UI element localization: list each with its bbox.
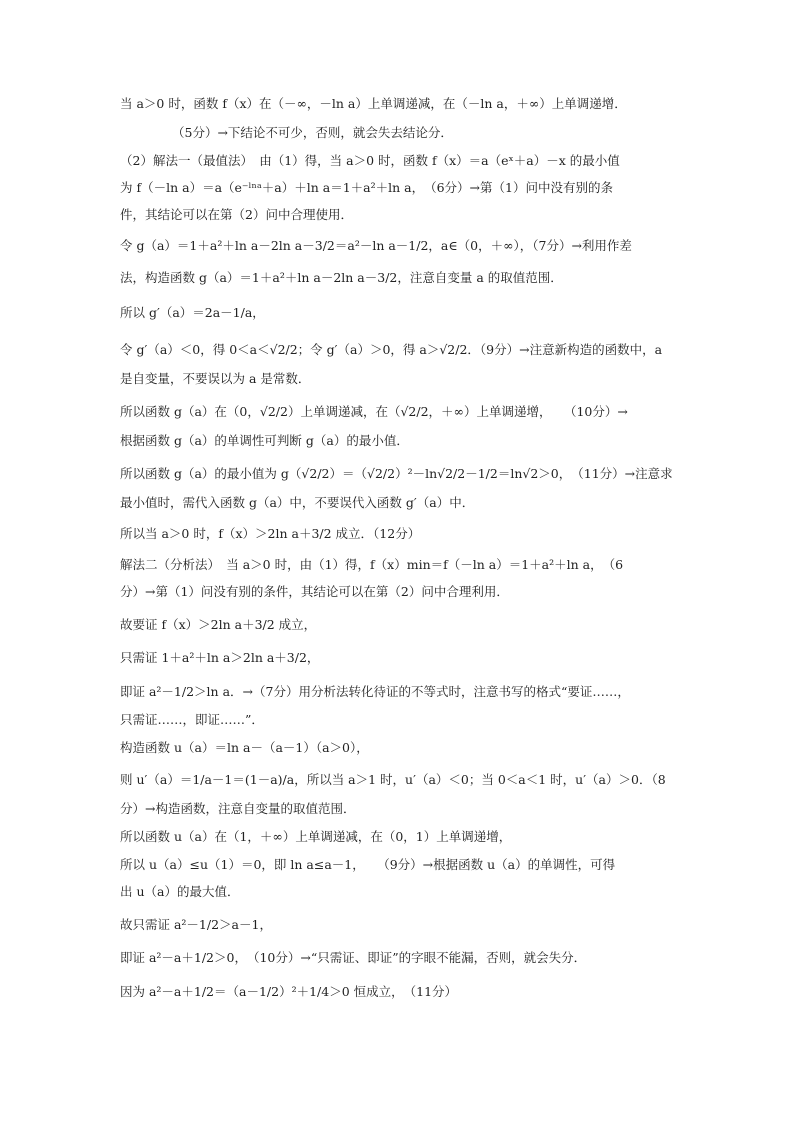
text-line-4: 为 f（－ln a）＝a（e⁻ˡⁿᵃ＋a）＋ln a＝1＋a²＋ln a， （6分）→第（1）问中没有别的条 (120, 180, 613, 195)
text-line-28: 故只需证 a²－1/2＞a－1， (120, 917, 272, 932)
text-line-15: 所以当 a＞0 时，f（x）＞2ln a＋3/2 成立．（12分） (120, 526, 421, 541)
text-line-16: 解法二（分析法） 当 a＞0 时，由（1）得，f（x）min＝f（－ln a）＝1＋a²＋ln a， （6 (120, 557, 624, 572)
text-line-6: 令 g（a）＝1＋a²＋ln a－2ln a－3/2＝a²－ln a－1/2，a∈（0，＋∞），（7分）→利用作差 (120, 238, 632, 253)
text-line-20: 即证 a²－1/2＞ln a．→（7分）用分析法转化待证的不等式时，注意书写的格式“要证……， (120, 684, 630, 699)
text-line-21: 只需证……，即证……”． (120, 712, 264, 727)
text-line-8: 所以 g′（a）＝2a－1/a， (120, 305, 265, 320)
text-line-12: 根据函数 g（a）的单调性可判断 g（a）的最小值． (120, 433, 409, 448)
text-line-3: （2）解法一（最值法） 由（1）得，当 a＞0 时，函数 f（x）＝a（eˣ＋a）－x 的最小值 (120, 153, 620, 168)
text-line-14: 最小值时，需代入函数 g（a）中，不要误代入函数 g′（a）中． (120, 495, 475, 510)
text-line-10: 是自变量，不要误以为 a 是常数． (120, 371, 311, 386)
text-line-13: 所以函数 g（a）的最小值为 g（√2/2）＝（√2/2）²－ln√2/2－1/2＝ln√2＞0， （11分）→注意求 (120, 466, 673, 481)
text-line-9: 令 g′（a）＜0，得 0＜a＜√2/2；令 g′（a）＞0，得 a＞√2/2．（9分）→注意新构造的函数中，a (120, 342, 663, 357)
text-line-2: （5分）→下结论不可少，否则，就会失去结论分． (172, 125, 453, 140)
text-line-18: 故要证 f（x）＞2ln a＋3/2 成立， (120, 617, 317, 632)
text-line-25: 所以函数 u（a）在（1，＋∞）上单调递减，在（0，1）上单调递增， (120, 829, 512, 844)
text-line-29: 即证 a²－a＋1/2＞0， （10分）→“只需证、即证”的字眼不能漏，否则，就会失分． (120, 950, 587, 965)
text-line-1: 当 a＞0 时，函数 f（x）在（－∞，－ln a）上单调递减，在（－ln a，＋∞）上单调递增． (120, 96, 627, 111)
text-line-22: 构造函数 u（a）＝ln a－（a－1）（a＞0）， (120, 740, 369, 755)
text-line-17: 分）→第（1）问没有别的条件，其结论可以在第（2）问中合理利用． (120, 584, 509, 599)
text-line-7: 法，构造函数 g（a）＝1＋a²＋ln a－2ln a－3/2，注意自变量 a 的取值范围． (120, 270, 563, 285)
text-line-5: 件，其结论可以在第（2）问中合理使用． (120, 207, 353, 222)
text-line-27: 出 u（a）的最大值． (120, 884, 240, 899)
text-line-24: 分）→构造函数，注意自变量的取值范围． (120, 801, 356, 816)
text-line-19: 只需证 1＋a²＋ln a＞2ln a＋3/2， (120, 650, 320, 665)
text-line-23: 则 u′（a）＝1/a－1＝(1－a)/a，所以当 a＞1 时，u′（a）＜0；当 0＜a＜1 时，u′（a）＞0．（8 (120, 772, 666, 787)
text-line-11: 所以函数 g（a）在（0，√2/2）上单调递减，在（√2/2，＋∞）上单调递增， （10分）→ (120, 404, 628, 419)
text-line-30: 因为 a²－a＋1/2＝（a－1/2）²＋1/4＞0 恒成立， （11分） (120, 984, 458, 999)
text-line-26: 所以 u（a）≤u（1）＝0，即 ln a≤a－1， （9分）→根据函数 u（a）的单调性，可得 (120, 857, 616, 872)
